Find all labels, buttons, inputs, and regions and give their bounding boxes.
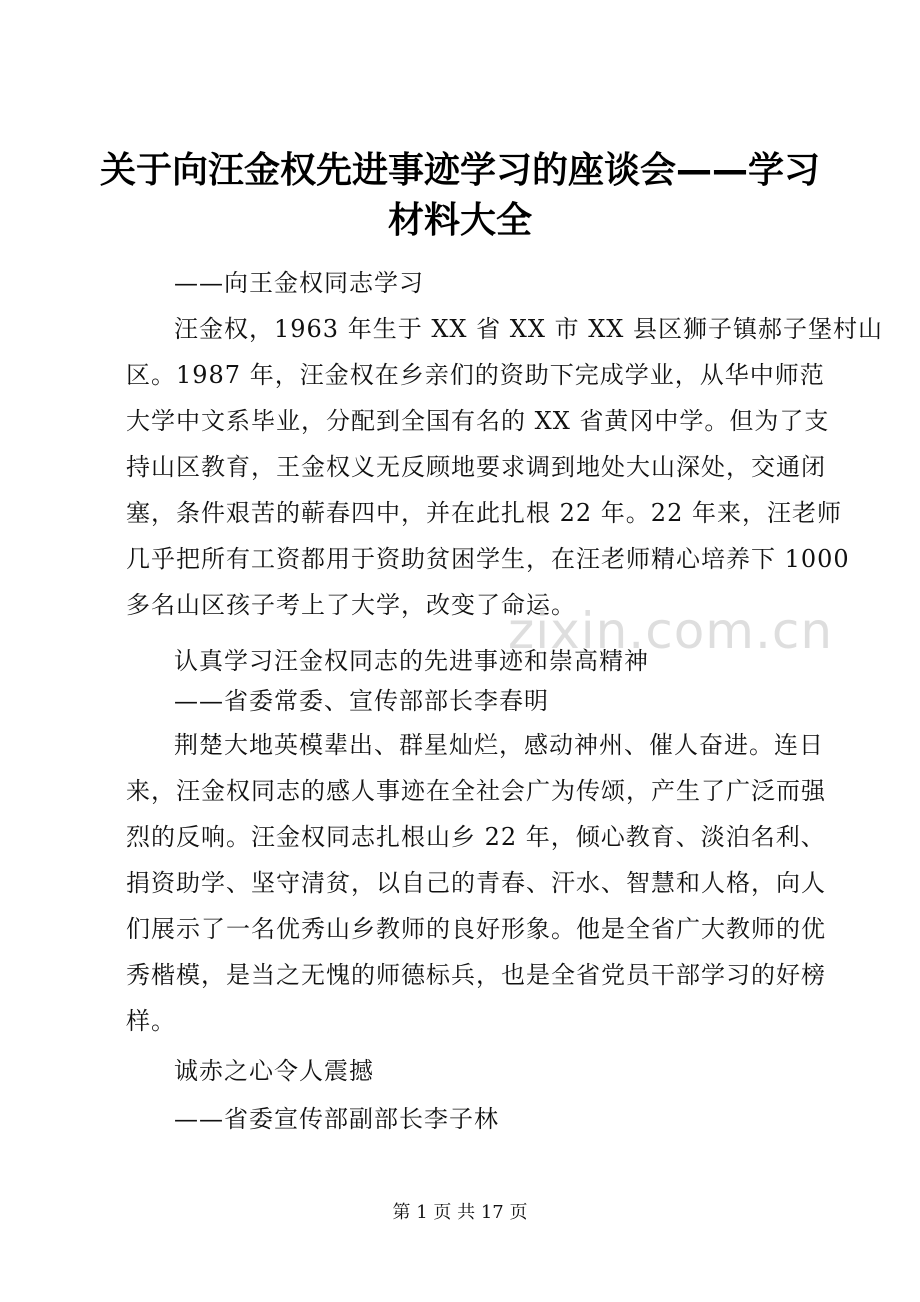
title-line-1: 关于向汪金权先进事迹学习的座谈会——学习	[100, 150, 821, 191]
paragraph-line: 荆楚大地英模辈出、群星灿烂，感动神州、催人奋进。连日	[174, 731, 824, 759]
section-heading: 诚赤之心令人震撼	[174, 1057, 374, 1085]
subtitle-byline: ——向王金权同志学习	[174, 269, 424, 297]
paragraph-line: 秀楷模，是当之无愧的师德标兵，也是全省党员干部学习的好榜	[126, 961, 826, 989]
paragraph-line: 来，汪金权同志的感人事迹在全社会广为传颂，产生了广泛而强	[126, 777, 826, 805]
paragraph-line: 几乎把所有工资都用于资助贫困学生，在汪老师精心培养下 1000	[126, 545, 850, 573]
paragraph-line: 区。1987 年，汪金权在乡亲们的资助下完成学业，从华中师范	[126, 361, 825, 389]
paragraph-biography	[126, 306, 883, 628]
section-byline: ——省委宣传部副部长李子林	[174, 1105, 499, 1133]
page-footer: 第 1 页 共 17 页	[392, 1202, 528, 1223]
title-line-2: 材料大全	[387, 200, 532, 241]
paragraph-line: 捐资助学、坚守清贫，以自己的青春、汗水、智慧和人格，向人	[126, 869, 826, 897]
paragraph-line: 样。	[126, 1007, 176, 1035]
paragraph-line: 烈的反响。汪金权同志扎根山乡 22 年，倾心教育、淡泊名利、	[126, 823, 826, 851]
watermark-text: zixin.com.cn	[508, 602, 834, 660]
paragraph-praise	[126, 722, 826, 1044]
paragraph-line: 持山区教育，王金权义无反顾地要求调到地处大山深处，交通闭	[126, 453, 826, 481]
section-heading: 认真学习汪金权同志的先进事迹和崇高精神	[174, 647, 649, 675]
section-byline: ——省委常委、宣传部部长李春明	[174, 687, 549, 715]
paragraph-line: 塞，条件艰苦的蕲春四中，并在此扎根 22 年。22 年来，汪老师	[126, 499, 842, 527]
paragraph-line: 多名山区孩子考上了大学，改变了命运。	[126, 591, 576, 619]
paragraph-line: 大学中文系毕业，分配到全国有名的 XX 省黄冈中学。但为了支	[126, 407, 830, 435]
document-title	[100, 146, 820, 246]
paragraph-line: 们展示了一名优秀山乡教师的良好形象。他是全省广大教师的优	[126, 915, 826, 943]
paragraph-line: 汪金权，1963 年生于 XX 省 XX 市 XX 县区狮子镇郝子堡村山	[174, 315, 883, 343]
